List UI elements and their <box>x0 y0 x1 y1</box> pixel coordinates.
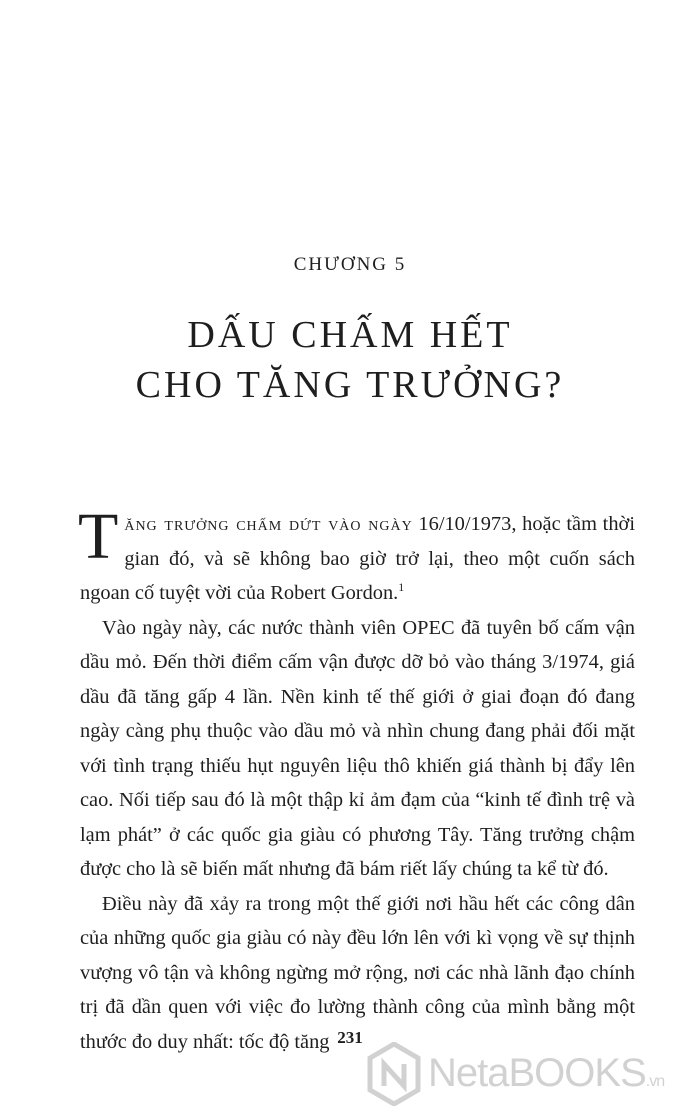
neta-logo-icon <box>366 1042 422 1106</box>
chapter-title-line-2: CHO TĂNG TRƯỞNG? <box>135 364 565 406</box>
paragraph-1 <box>78 500 635 611</box>
watermark-text: NetaBOOKS.vn <box>428 1051 665 1095</box>
footnote-reference[interactable]: 1 <box>398 580 405 595</box>
paragraph-3: Điều này đã xảy ra trong một thế giới nơi hầu hết các công dân của những quốc gia giàu có này đều lớn lên với kì vọng về sự thịnh vượng vô tận và không ngừng mở rộng, nơi các nhà lãnh đạo chính trị đã dần quen với việc đo lường thành công của mình bằng một thước đo duy nhất: tốc độ tăng <box>80 892 635 1053</box>
drop-cap: T <box>78 500 119 573</box>
chapter-label: CHƯƠNG 5 <box>293 254 407 275</box>
chapter-title-line-1: DẤU CHẤM HẾT <box>187 314 513 356</box>
page-number: 231 <box>337 1028 363 1047</box>
watermark <box>362 1040 692 1110</box>
paragraph-1-lead: ăng trưởng chấm dứt vào ngày <box>124 513 413 535</box>
paragraph-1-text: 16/10/1973, hoặc tầm thời gian đó, và sẽ không bao giờ trở lại, theo một cuốn sách ngoan cố tuyệt vời của Robert Gordon. <box>80 513 635 604</box>
body-text <box>78 500 635 1059</box>
watermark-suffix: .vn <box>645 1073 665 1090</box>
paragraph-2: Vào ngày này, các nước thành viên OPEC đã tuyên bố cấm vận dầu mỏ. Đến thời điểm cấm vận được dỡ bỏ vào tháng 3/1974, giá dầu đã tăng gấp 4 lần. Nền kinh tế thế giới ở giai đoạn đó đang ngày càng phụ thuộc vào dầu mỏ và nhìn chung đang phải đối mặt với tình trạng thiếu hụt nguyên liệu thô khiến giá thành bị đẩy lên cao. Nối tiếp sau đó là một thập kỉ ảm đạm của “kinh tế đình trệ và lạm phát” ở các quốc gia giàu có phương Tây. Tăng trưởng chậm được cho là sẽ biến mất nhưng đã bám riết lấy chúng ta kể từ đó. <box>80 616 635 880</box>
